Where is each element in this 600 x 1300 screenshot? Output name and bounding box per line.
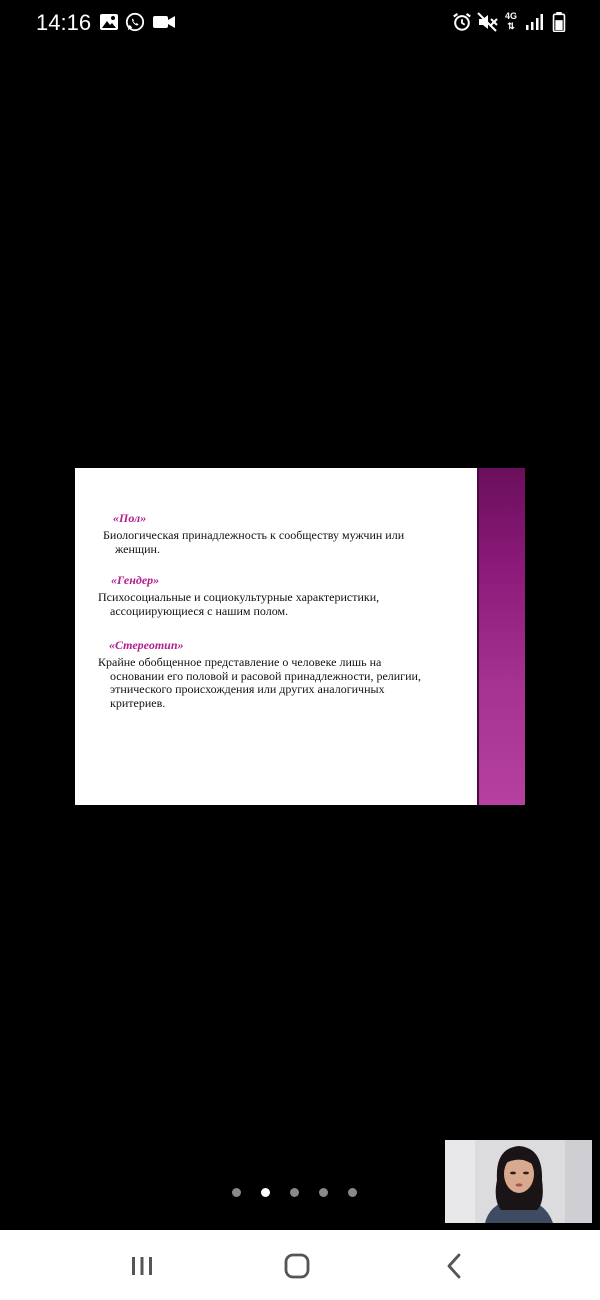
- status-bar: [0, 0, 600, 46]
- definition-line: Биологическая принадлежность к сообществу мужчин или: [103, 528, 405, 542]
- alarm-icon: [451, 12, 473, 32]
- definition-line: Психосоциальные и социокультурные характеристики,: [98, 590, 380, 604]
- recent-apps-icon: [129, 1253, 155, 1279]
- definition-line: ассоциирующиеся с нашим полом.: [110, 603, 289, 618]
- whatsapp-icon: [124, 12, 146, 32]
- mute-icon: [477, 12, 499, 32]
- definition-line: этнического происхождения или других аналогичных: [110, 682, 385, 696]
- term-gender: «Гендер»: [111, 573, 160, 587]
- status-time: 14:16: [36, 10, 92, 35]
- navigation-bar: [0, 1230, 600, 1300]
- video-camera-icon: [152, 12, 176, 32]
- definition-gender: [98, 591, 379, 618]
- term-stereotype: «Стереотип»: [109, 638, 184, 652]
- page-dot-active[interactable]: [261, 1188, 270, 1197]
- home-icon: [283, 1252, 311, 1280]
- definition-line: женщин.: [115, 541, 160, 556]
- battery-icon: [552, 12, 566, 32]
- gallery-icon: [99, 12, 119, 32]
- network-label: 4G: [505, 11, 518, 21]
- page-dot[interactable]: [290, 1188, 299, 1197]
- definition-pol: [103, 529, 404, 556]
- back-icon: [443, 1252, 467, 1280]
- page-dot[interactable]: [319, 1188, 328, 1197]
- recent-apps-button[interactable]: [112, 1244, 172, 1288]
- term-pol: «Пол»: [113, 511, 147, 525]
- definition-stereotype: [98, 656, 421, 710]
- self-video-thumbnail[interactable]: [445, 1140, 592, 1223]
- definition-line: основании его половой и расовой принадлежности, религии,: [110, 668, 421, 683]
- slide-decorative-bar: [477, 468, 525, 805]
- definition-line: критериев.: [110, 695, 166, 710]
- presentation-slide: [75, 468, 525, 805]
- back-button[interactable]: [425, 1244, 485, 1288]
- signal-icon: [524, 12, 544, 32]
- page-dot[interactable]: [348, 1188, 357, 1197]
- page-indicator[interactable]: [232, 1188, 357, 1198]
- participant-video-image: [445, 1140, 592, 1223]
- network-4g-icon: 4G ⇅: [505, 11, 518, 31]
- page-dot[interactable]: [232, 1188, 241, 1197]
- home-button[interactable]: [267, 1244, 327, 1288]
- definition-line: Крайне обобщенное представление о человеке лишь на: [98, 655, 382, 669]
